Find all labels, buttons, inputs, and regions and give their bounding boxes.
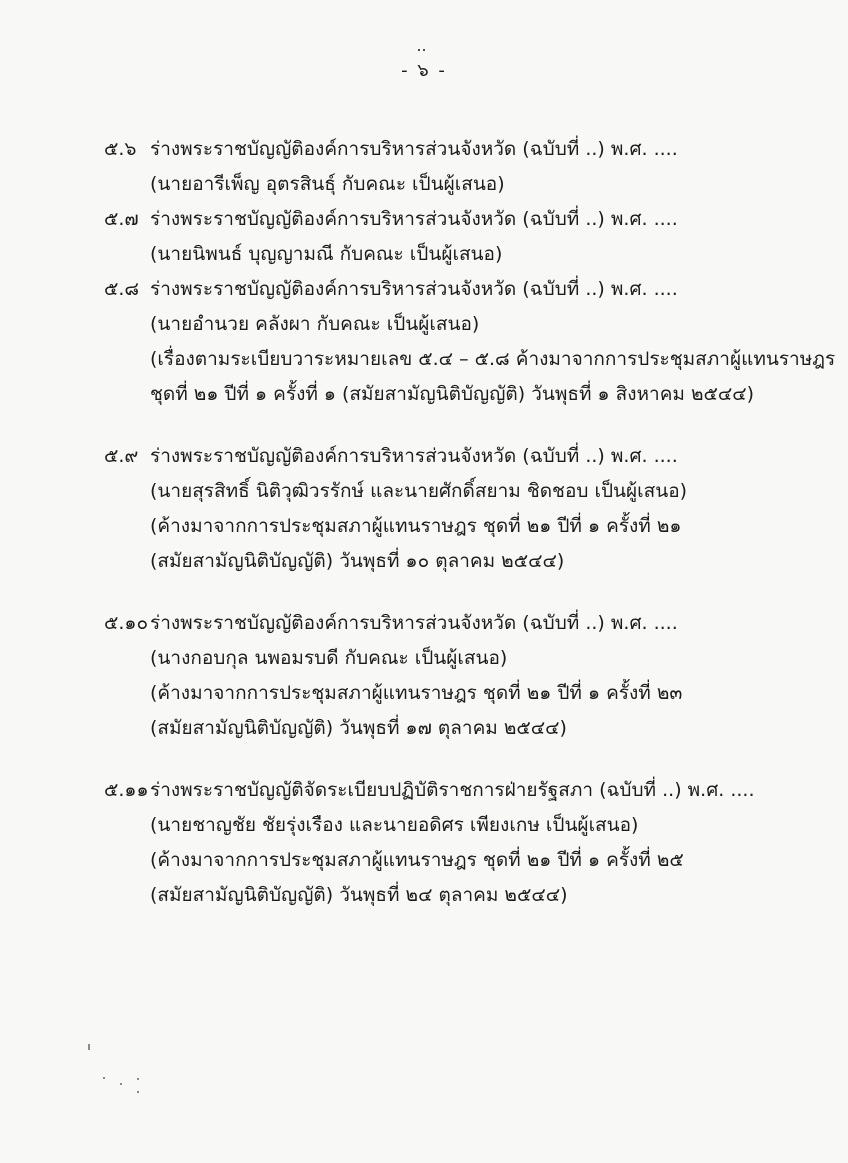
scan-speckle bbox=[120, 1083, 122, 1085]
proposer-line: (นางกอบกุล นพอมรบดี กับคณะ เป็นผู้เสนอ) bbox=[150, 647, 508, 669]
carryover-note-line: (สมัยสามัญนิติบัญญัติ) วันพุธที่ ๒๔ ตุลาคม ๒๕๔๔) bbox=[150, 884, 568, 906]
scan-speckle bbox=[88, 1044, 90, 1050]
agenda-item bbox=[0, 606, 848, 746]
carryover-note-line: (ค้างมาจากการประชุมสภาผู้แทนราษฎร ชุดที่ ๒๑ ปีที่ ๑ ครั้งที่ ๒๑ bbox=[150, 515, 682, 537]
agenda-item bbox=[0, 202, 848, 272]
agenda-item bbox=[0, 132, 848, 202]
agenda-item bbox=[0, 773, 848, 913]
proposer-line: (นายนิพนธ์ บุญญามณี กับคณะ เป็นผู้เสนอ) bbox=[150, 243, 503, 265]
item-number: ๕.๑๑ bbox=[104, 779, 149, 801]
proposer-line: (นายอำนวย คลังผา กับคณะ เป็นผู้เสนอ) bbox=[150, 313, 480, 335]
bill-title: ร่างพระราชบัญญัติองค์การบริหารส่วนจังหวัด (ฉบับที่ ..) พ.ศ. .... bbox=[150, 278, 678, 300]
scan-speckle bbox=[103, 1077, 105, 1079]
bill-title: ร่างพระราชบัญญัติองค์การบริหารส่วนจังหวัด (ฉบับที่ ..) พ.ศ. .... bbox=[150, 612, 678, 634]
bill-title: ร่างพระราชบัญญัติองค์การบริหารส่วนจังหวัด (ฉบับที่ ..) พ.ศ. .... bbox=[150, 208, 678, 230]
page-number: - ๖ - bbox=[401, 60, 447, 81]
carryover-note-line: (สมัยสามัญนิติบัญญัติ) วันพุธที่ ๑๗ ตุลาคม ๒๕๔๔) bbox=[150, 717, 567, 739]
proposer-line: (นายอารีเพ็ญ อุตรสินธุ์ กับคณะ เป็นผู้เสนอ) bbox=[150, 173, 505, 195]
carryover-note-line: (สมัยสามัญนิติบัญญัติ) วันพุธที่ ๑๐ ตุลาคม ๒๕๔๔) bbox=[150, 550, 565, 572]
carryover-note-line: (ค้างมาจากการประชุมสภาผู้แทนราษฎร ชุดที่ ๒๑ ปีที่ ๑ ครั้งที่ ๒๕ bbox=[150, 849, 684, 871]
scan-speckle bbox=[137, 1091, 139, 1093]
item-number: ๕.๖ bbox=[104, 138, 137, 160]
item-number: ๕.๑๐ bbox=[104, 612, 149, 634]
bill-title: ร่างพระราชบัญญัติองค์การบริหารส่วนจังหวัด (ฉบับที่ ..) พ.ศ. .... bbox=[150, 138, 678, 160]
item-number: ๕.๘ bbox=[104, 278, 140, 300]
carryover-note-line: (ค้างมาจากการประชุมสภาผู้แทนราษฎร ชุดที่ ๒๑ ปีที่ ๑ ครั้งที่ ๒๓ bbox=[150, 682, 683, 704]
item-number: ๕.๙ bbox=[104, 445, 139, 467]
carryover-note-line: (เรื่องตามระเบียบวาระหมายเลข ๕.๔ – ๕.๘ ค้างมาจากการประชุมสภาผู้แทนราษฎร bbox=[150, 348, 836, 370]
scan-speckle bbox=[137, 1078, 139, 1080]
bill-title: ร่างพระราชบัญญัติองค์การบริหารส่วนจังหวัด (ฉบับที่ ..) พ.ศ. .... bbox=[150, 445, 678, 467]
agenda-item bbox=[0, 439, 848, 579]
proposer-line: (นายสุรสิทธิ์ นิติวุฒิวรรักษ์ และนายศักดิ์สยาม ชิดชอบ เป็นผู้เสนอ) bbox=[150, 480, 688, 502]
item-number: ๕.๗ bbox=[104, 208, 139, 230]
bill-title: ร่างพระราชบัญญัติจัดระเบียบปฏิบัติราชการฝ่ายรัฐสภา (ฉบับที่ ..) พ.ศ. .... bbox=[150, 779, 755, 801]
scan-speckle bbox=[418, 49, 425, 54]
agenda-item bbox=[0, 272, 848, 412]
proposer-line: (นายชาญชัย ชัยรุ่งเรือง และนายอดิศร เพียงเกษ เป็นผู้เสนอ) bbox=[150, 814, 639, 836]
agenda-list bbox=[0, 132, 848, 913]
carryover-note-line: ชุดที่ ๒๑ ปีที่ ๑ ครั้งที่ ๑ (สมัยสามัญนิติบัญญัติ) วันพุธที่ ๑ สิงหาคม ๒๕๔๔) bbox=[150, 383, 755, 405]
